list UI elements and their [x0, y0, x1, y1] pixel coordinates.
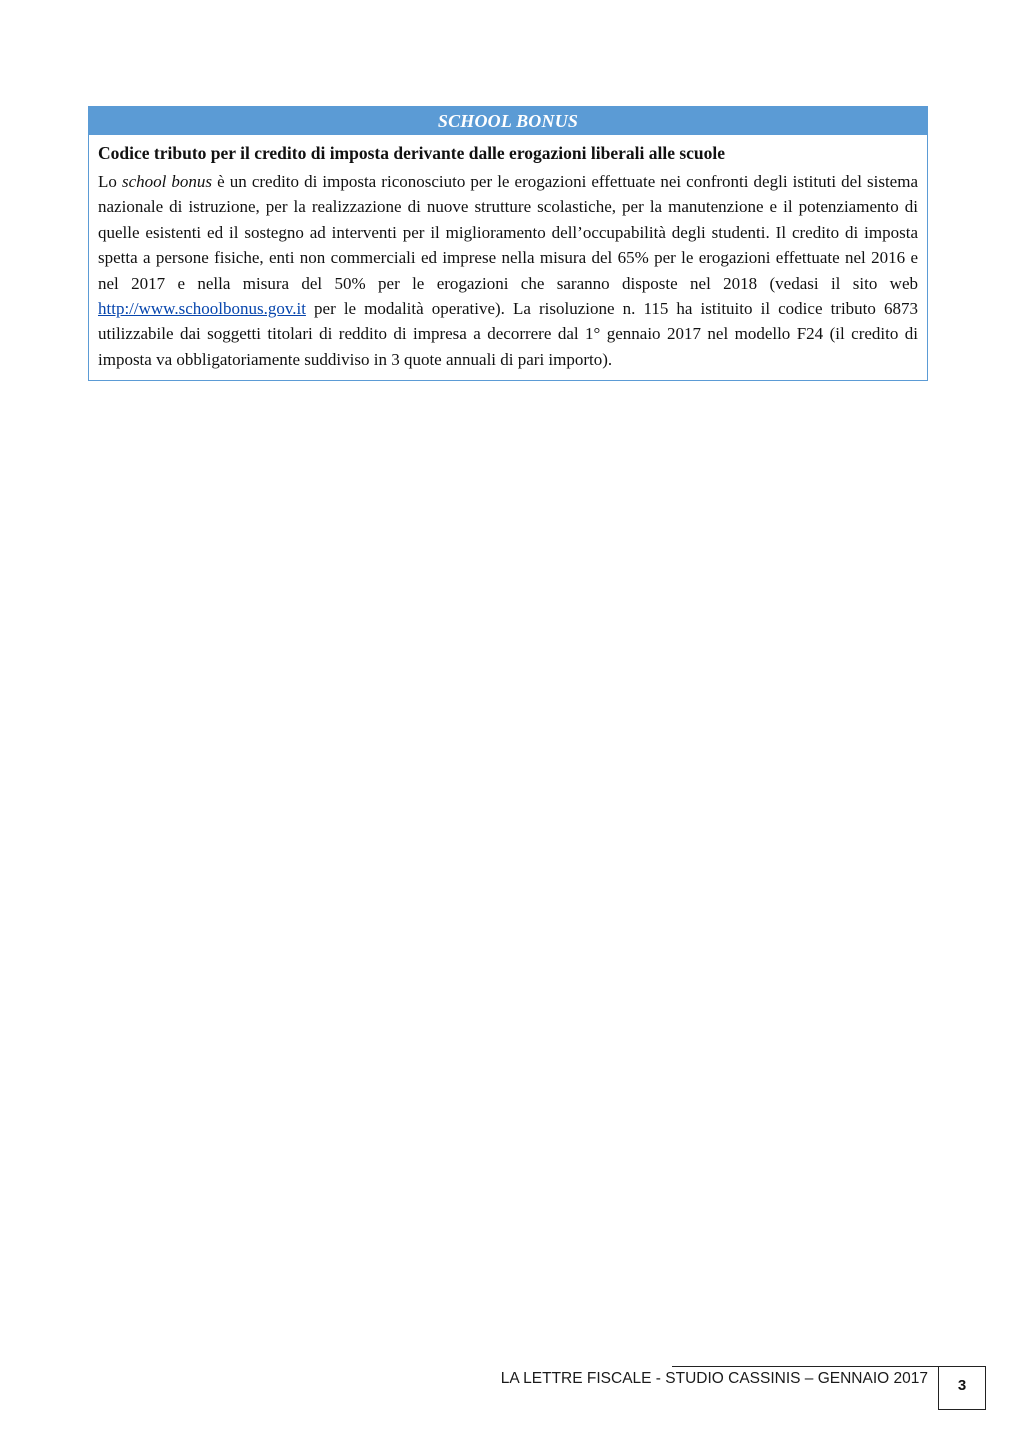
section-body [89, 135, 927, 380]
schoolbonus-link[interactable]: http://www.schoolbonus.gov.it [98, 299, 306, 319]
paragraph-term: school bonus [121, 172, 213, 191]
school-bonus-box [88, 106, 928, 381]
footer-text: LA LETTRE FISCALE - STUDIO CASSINIS – GENNAIO 2017 [500, 1370, 928, 1387]
page-number: 3 [938, 1366, 986, 1410]
paragraph-lead: Lo [98, 172, 122, 191]
section-subtitle: Codice tributo per il credito di imposta derivante dalle erogazioni liberali alle scuole [98, 143, 726, 163]
paragraph-text-2: per le modalità operative). La risoluzione n. 115 ha istituito il codice tributo 6873 utilizzabile dai soggetti titolari di reddito di impresa a decorrere dal 1° gennaio 2017 nel modello F24 (il credito di imposta va obbligatoriamente suddiviso in 3 quote annuali di pari importo). [98, 299, 918, 369]
paragraph-text-1: è un credito di imposta riconosciuto per le erogazioni effettuate nei confronti degli istituti del sistema nazionale di istruzione, per la realizzazione di nuove strutture scolastiche, per la manutenzione e il potenziamento di quelle esistenti ed il sostegno ad interventi per il miglioramento dell’occupabilità degli studenti. Il credito di imposta spetta a persone fisiche, enti non commerciali ed imprese nella misura del 65% per le erogazioni effettuate nel 2016 e nel 2017 e nella misura del 50% per le erogazioni che saranno disposte nel 2018 (vedasi il sito web [98, 172, 918, 293]
section-header: SCHOOL BONUS [89, 107, 927, 135]
footer-divider [672, 1366, 938, 1367]
section-paragraph [98, 169, 918, 372]
